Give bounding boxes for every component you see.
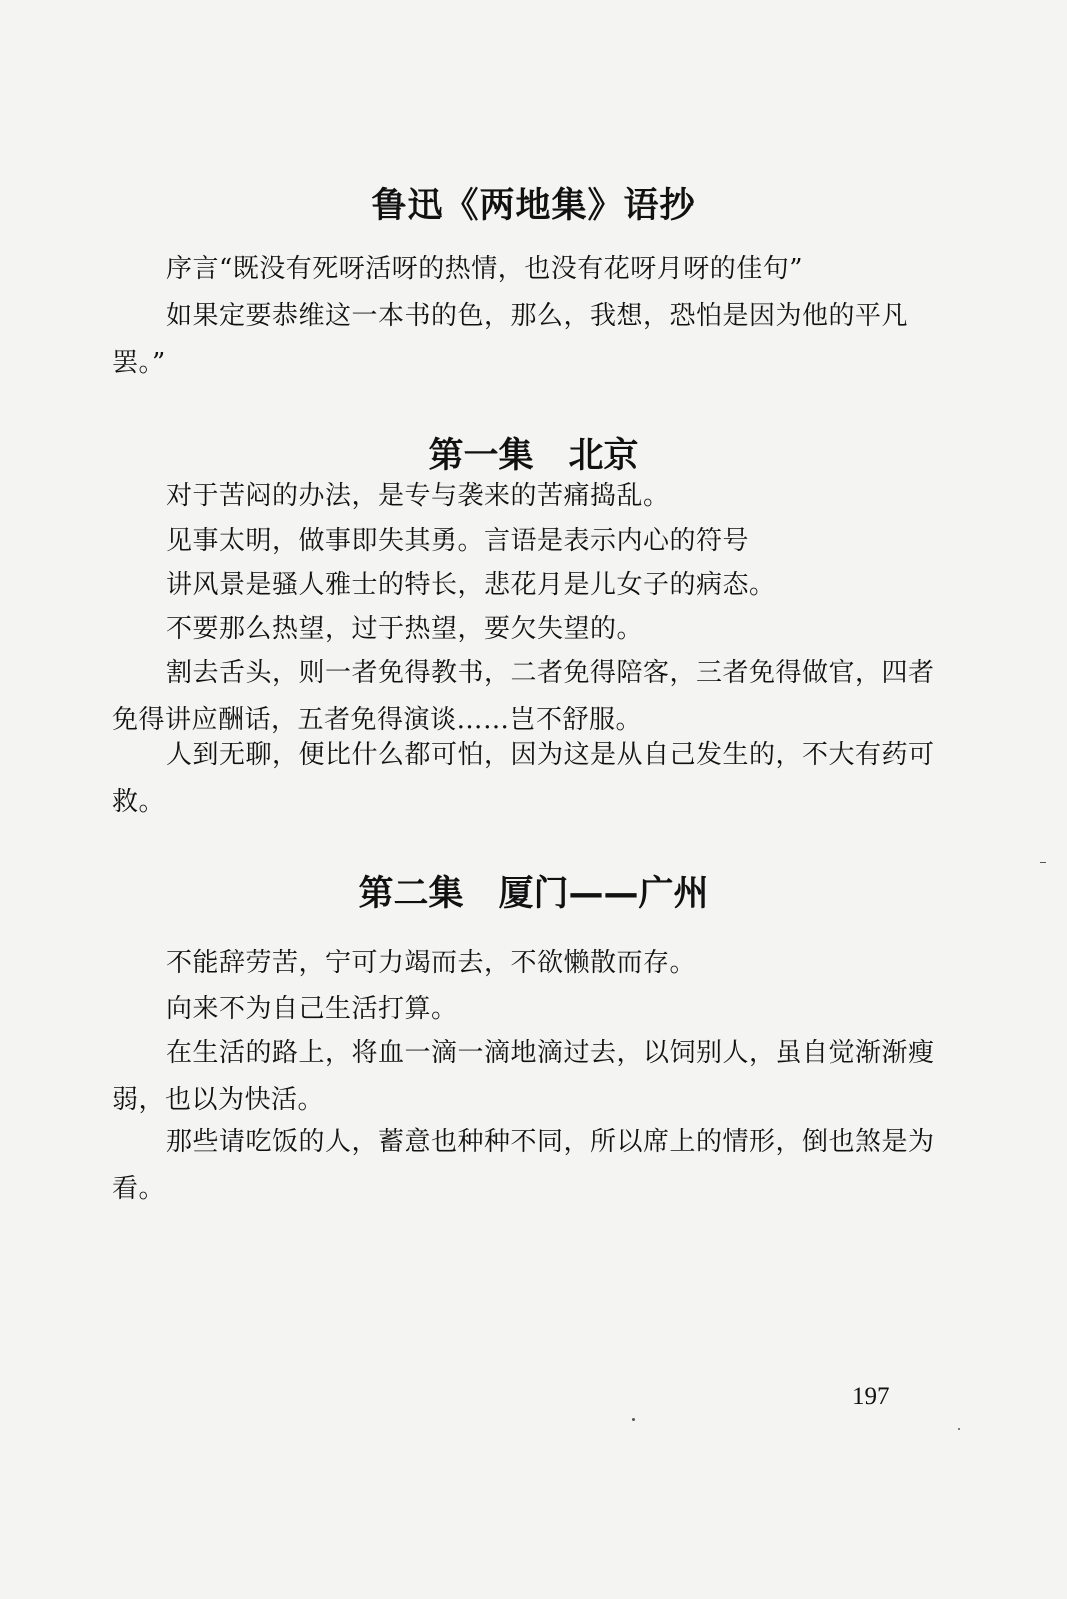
page-number: 197 — [852, 1383, 890, 1410]
section1-paragraph-3: 讲风景是骚人雅士的特长，悲花月是儿女子的病态。 — [166, 570, 776, 600]
section1-paragraph-6: 人到无聊，便比什么都可怕，因为这是从自己发生的，不大有药可救。 — [112, 740, 935, 817]
section2-paragraph-4: 那些请吃饭的人，蓄意也种种不同，所以席上的情形，倒也煞是为看。 — [112, 1127, 935, 1204]
preface-paragraph-1: 序言“既没有死呀活呀的热情，也没有花呀月呀的佳句” — [166, 254, 804, 284]
section2-paragraph-1: 不能辞劳苦，宁可力竭而去，不欲懒散而存。 — [166, 948, 697, 978]
page-title: 鲁迅《两地集》语抄 — [371, 186, 696, 226]
section2-paragraph-2: 向来不为自己生活打算。 — [166, 994, 458, 1024]
scan-speck — [1040, 862, 1046, 863]
section1-paragraph-1: 对于苦闷的办法，是专与袭来的苦痛捣乱。 — [166, 481, 670, 511]
section2-paragraph-3: 在生活的路上，将血一滴一滴地滴过去，以饲别人，虽自觉渐渐瘦弱，也以为快活。 — [112, 1038, 935, 1115]
scan-speck — [632, 1418, 635, 1421]
scan-speck — [958, 1428, 960, 1430]
preface-paragraph-2: 如果定要恭维这一本书的色，那么，我想，恐怕是因为他的平凡罢。” — [112, 301, 909, 378]
section2-heading: 第二集 厦门——广州 — [358, 874, 709, 914]
section1-paragraph-4: 不要那么热望，过于热望，要欠失望的。 — [166, 614, 644, 644]
section1-paragraph-2: 见事太明，做事即失其勇。言语是表示内心的符号 — [166, 526, 750, 556]
section1-heading: 第一集 北京 — [428, 436, 639, 476]
section1-paragraph-5: 割去舌头，则一者免得教书，二者免得陪客，三者免得做官，四者免得讲应酬话，五者免得演谈……岂不舒服。 — [112, 658, 935, 735]
